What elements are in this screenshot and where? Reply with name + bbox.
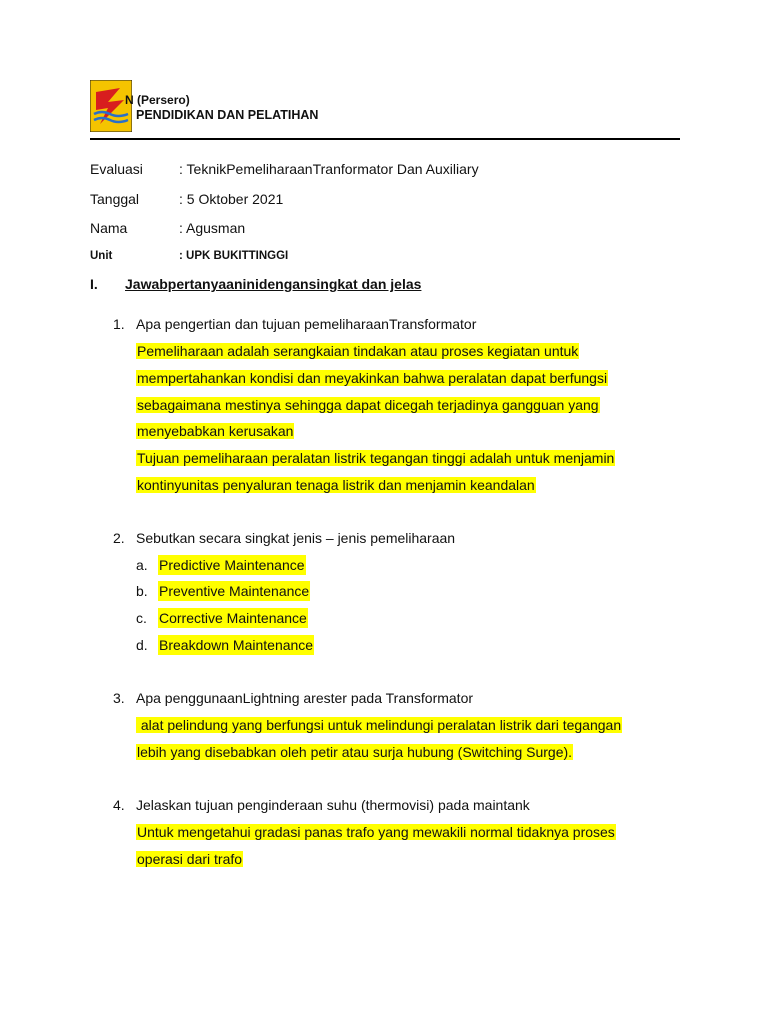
tanggal-label: Tanggal — [90, 191, 140, 207]
question-number: 2. — [113, 530, 125, 546]
list-letter: a. — [136, 557, 148, 573]
question-number: 3. — [113, 690, 125, 706]
list-item: Predictive Maintenance — [159, 557, 305, 573]
unit-value: : UPK BUKITTINGGI — [179, 250, 289, 262]
answer-line: lebih yang disebabkan oleh petir atau surja hubung (Switching Surge). — [137, 744, 573, 760]
section-number: I. — [90, 276, 98, 292]
answer-line: operasi dari trafo — [137, 851, 243, 867]
nama-value: : Agusman — [179, 220, 246, 236]
list-letter: d. — [136, 637, 148, 653]
question-text: Apa pengertian dan tujuan pemeliharaanTransformator — [136, 316, 477, 332]
question-text: Jelaskan tujuan penginderaan suhu (thermovisi) pada maintank — [136, 797, 530, 813]
answer-line: Tujuan pemeliharaan peralatan listrik tegangan tinggi adalah untuk menjamin — [137, 450, 615, 466]
evaluasi-value: : TeknikPemeliharaanTranformator Dan Auxiliary — [179, 161, 479, 177]
org-subtitle: PENDIDIKAN DAN PELATIHAN — [136, 108, 319, 122]
question-number: 1. — [113, 316, 125, 332]
list-letter: b. — [136, 583, 148, 599]
header-divider — [90, 138, 680, 140]
list-item: Breakdown Maintenance — [159, 637, 314, 653]
section-title: Jawabpertanyaaninidengansingkat dan jelas — [125, 276, 422, 292]
evaluasi-label: Evaluasi — [90, 161, 143, 177]
nama-label: Nama — [90, 220, 128, 236]
org-name: N (Persero) — [125, 93, 190, 107]
answer-line: Pemeliharaan adalah serangkaian tindakan atau proses kegiatan untuk — [137, 343, 579, 359]
list-item: Preventive Maintenance — [159, 583, 310, 599]
tanggal-value: : 5 Oktober 2021 — [179, 191, 284, 207]
unit-label: Unit — [90, 250, 113, 262]
answer-line: Untuk mengetahui gradasi panas trafo yang mewakili normal tidaknya proses — [137, 824, 615, 840]
question-number: 4. — [113, 797, 125, 813]
list-letter: c. — [136, 610, 147, 626]
answer-line: sebagaimana mestinya sehingga dapat dicegah terjadinya gangguan yang — [137, 397, 599, 413]
question-text: Apa penggunaanLightning arester pada Transformator — [136, 690, 474, 706]
question-text: Sebutkan secara singkat jenis – jenis pemeliharaan — [136, 530, 456, 546]
answer-line: kontinyunitas penyaluran tenaga listrik dan menjamin keandalan — [137, 477, 535, 493]
answer-line: alat pelindung yang berfungsi untuk melindungi peralatan listrik dari tegangan — [137, 717, 622, 733]
list-item: Corrective Maintenance — [159, 610, 307, 626]
answer-line: menyebabkan kerusakan — [137, 423, 294, 439]
answer-line: mempertahankan kondisi dan meyakinkan bahwa peralatan dapat berfungsi — [137, 370, 608, 386]
